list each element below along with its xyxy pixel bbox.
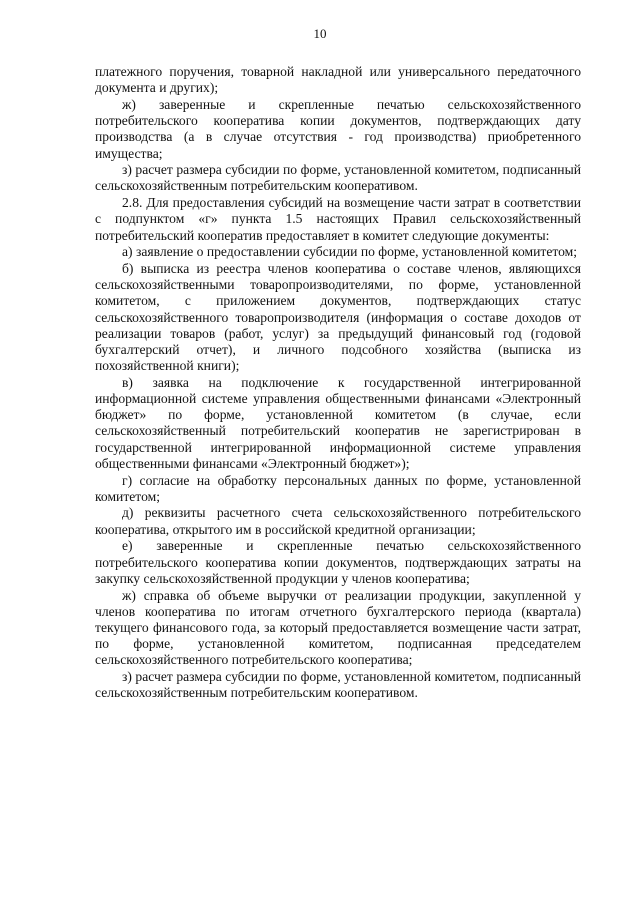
paragraph-item-z-calculation: з) расчет размера субсидии по форме, установленной комитетом, подписанный сельскохозяйственным потребительским кооперативом. [95,162,581,194]
page-number: 10 [313,26,327,41]
document-body [95,64,581,702]
paragraph-section-2-8: 2.8. Для предоставления субсидий на возмещение части затрат в соответствии с подпунктом «г» пункта 1.5 настоящих Правил сельскохозяйственный потребительский кооператив предоставляет в комитет следующие документы: [95,195,581,243]
paragraph-item-zh-revenue-certificate: ж) справка об объеме выручки от реализации продукции, закупленной у членов кооператива по итогам отчетного бухгалтерского периода (квартала) текущего финансового года, за который предоставляется возмещение части затрат, по форме, установленной комитетом, подписанная председателем сельскохозяйственного потребительского кооператива; [95,587,581,668]
paragraph-item-a-application: а) заявление о предоставлении субсидии по форме, установленной комитетом; [122,244,578,260]
paragraph-item-z-final-calculation: з) расчет размера субсидии по форме, установленной комитетом, подписанный сельскохозяйственным потребительским кооперативом. [95,669,581,701]
paragraph-item-v-connection-request: в) заявка на подключение к государственной интегрированной информационной системе управления общественными финансами «Электронный бюджет» по форме, установленной комитетом (в случае, если сельскохозяйственный потребительский кооператив не зарегистрирован в государственной интегрированной информационной системе управления общественными финансами «Электронный бюджет»); [95,374,581,471]
paragraph-continuation: платежного поручения, товарной накладной или универсального передаточного документа и других); [95,64,581,96]
paragraph-item-d-bank-details: д) реквизиты расчетного счета сельскохозяйственного потребительского кооператива, открытого им в российской кредитной организации; [95,505,581,537]
paragraph-item-g-consent: г) согласие на обработку персональных данных по форме, установленной комитетом; [95,472,581,504]
paragraph-item-e-purchase-copies: е) заверенные и скрепленные печатью сельскохозяйственного потребительского кооператива копии документов, подтверждающих затраты на закупку сельскохозяйственной продукции у членов кооператива; [95,538,581,586]
paragraph-item-b-registry-extract: б) выписка из реестра членов кооператива о составе членов, являющихся сельскохозяйственными товаропроизводителями, по форме, установленной комитетом, с приложением документов, подтверждающих статус сельскохозяйственного товаропроизводителя (информация о составе доходов от реализации товаров (работ, услуг) за предыдущий финансовый год (годовой бухгалтерский отчет), и личного подсобного хозяйства (выписка из похозяйственной книги); [95,260,581,374]
paragraph-item-zh-copies: ж) заверенные и скрепленные печатью сельскохозяйственного потребительского кооператива копии документов, подтверждающих дату производства (а в случае отсутствия - год производства) приобретенного имущества; [95,96,581,161]
